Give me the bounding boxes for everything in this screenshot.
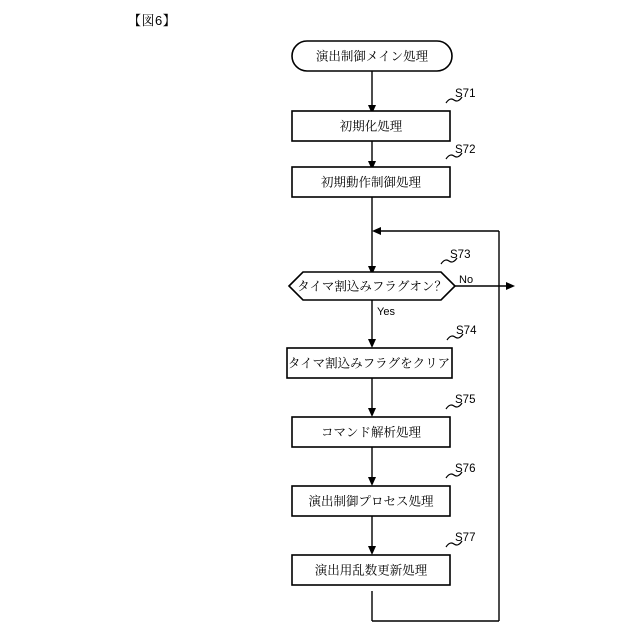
arrow-loop-return <box>372 227 381 235</box>
arrow-s75-to-s76 <box>368 477 376 486</box>
edge-label-no: No <box>459 274 474 286</box>
node-s71 <box>292 88 475 141</box>
arrow-s74-to-s75 <box>368 408 376 417</box>
node-s73 <box>289 249 473 318</box>
node-s73-step: S73 <box>450 249 471 261</box>
node-s71-label: 初期化処理 <box>339 119 403 134</box>
node-s71-step: S71 <box>455 88 476 100</box>
node-s77 <box>292 532 475 585</box>
node-s76-step: S76 <box>455 463 476 475</box>
figure-label: 【図6】 <box>128 13 177 28</box>
node-s73-label: タイマ割込みフラグオン？ <box>297 279 447 294</box>
node-s72-label: 初期動作制御処理 <box>320 175 422 190</box>
arrow-s73-to-s74 <box>368 339 376 348</box>
node-s75-step: S75 <box>455 394 476 406</box>
node-s72 <box>292 144 475 197</box>
node-s77-label: 演出用乱数更新処理 <box>314 563 428 578</box>
arrow-s73-no <box>506 282 515 290</box>
node-start-label: 演出制御メイン処理 <box>315 49 429 64</box>
node-s76 <box>292 463 475 516</box>
node-s72-step: S72 <box>455 144 476 156</box>
node-s75 <box>292 394 475 447</box>
node-start <box>292 41 452 71</box>
node-s77-step: S77 <box>455 532 476 544</box>
node-s74-label: タイマ割込みフラグをクリア <box>287 356 451 371</box>
node-s74 <box>287 325 477 378</box>
node-s74-step: S74 <box>456 325 477 337</box>
node-s75-label: コマンド解析処理 <box>320 425 422 440</box>
node-s76-label: 演出制御プロセス処理 <box>308 494 434 509</box>
edge-label-yes: Yes <box>377 306 395 318</box>
arrow-s76-to-s77 <box>368 546 376 555</box>
